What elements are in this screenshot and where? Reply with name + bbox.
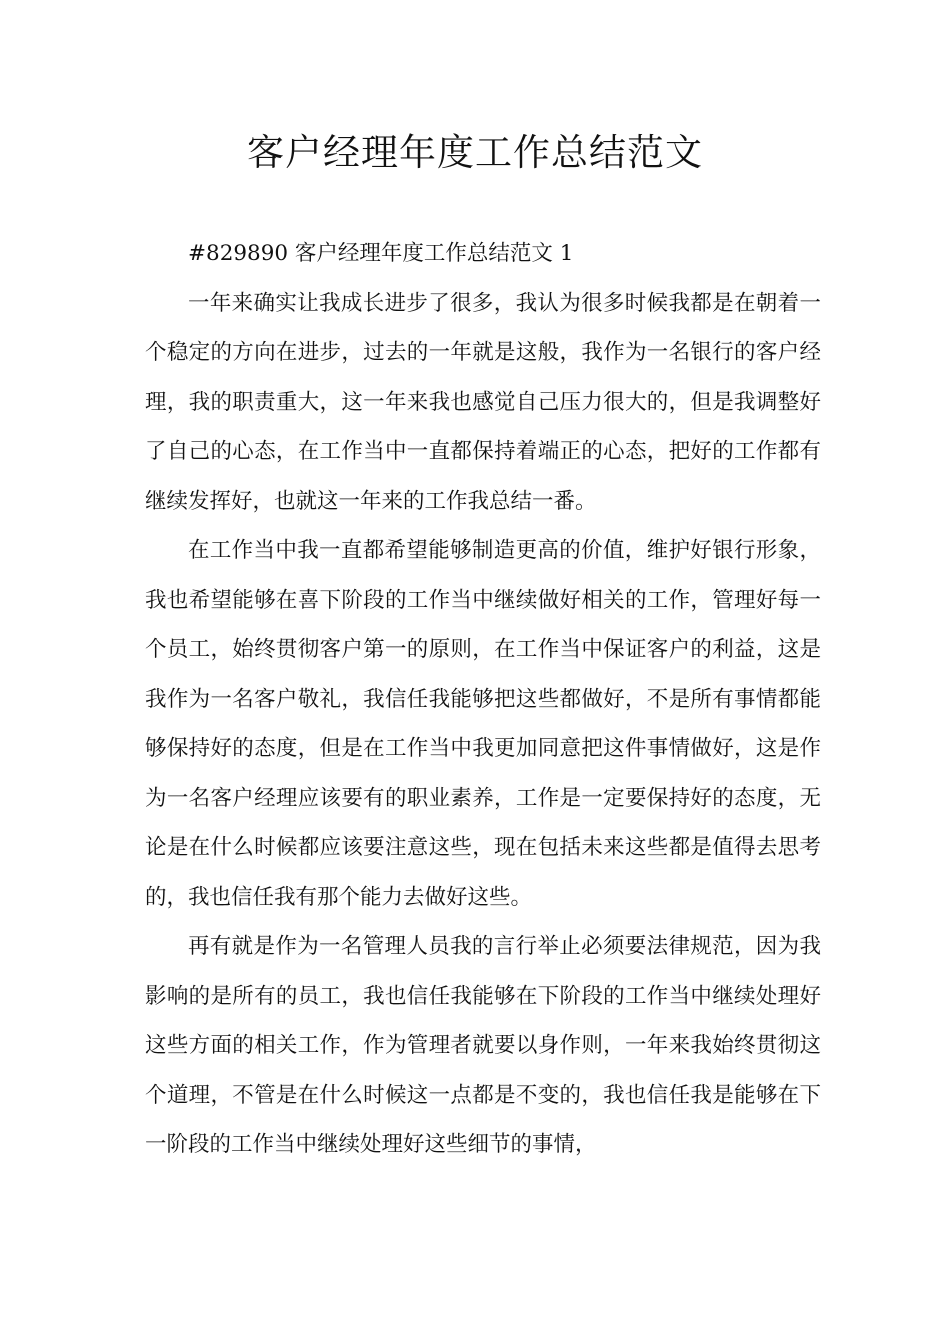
document-title: 客户经理年度工作总结范文 — [247, 131, 703, 174]
paragraph-1: 一年来确实让我成长进步了很多，我认为很多时候我都是在朝着一个稳定的方向在进步，过去的一年就是这般，我作为一名银行的客户经理，我的职责重大，这一年来我也感觉自己压力很大的，但是我调整好了自己的心态，在工作当中一直都保持着端正的心态，把好的工作都有继续发挥好，也就这一年来的工作我总结一番。 — [145, 290, 821, 514]
document-body — [145, 229, 821, 1170]
document-subheading: #829890 客户经理年度工作总结范文 1 — [188, 241, 574, 266]
paragraph-3: 再有就是作为一名管理人员我的言行举止必须要法律规范，因为我影响的是所有的员工，我也信任我能够在下阶段的工作当中继续处理好这些方面的相关工作，作为管理者就要以身作则，一年来我始终贯彻这个道理，不管是在什么时候这一点都是不变的，我也信任我是能够在下一阶段的工作当中继续处理好这些细节的事情， — [145, 934, 821, 1157]
paragraph-2: 在工作当中我一直都希望能够制造更高的价值，维护好银行形象，我也希望能够在喜下阶段的工作当中继续做好相关的工作，管理好每一个员工，始终贯彻客户第一的原则，在工作当中保证客户的利益，这是我作为一名客户敬礼，我信任我能够把这些都做好，不是所有事情都能够保持好的态度，但是在工作当中我更加同意把这件事情做好，这是作为一名客户经理应该要有的职业素养，工作是一定要保持好的态度，无论是在什么时候都应该要注意这些，现在包括未来这些都是值得去思考的，我也信任我有那个能力去做好这些。 — [145, 538, 821, 910]
